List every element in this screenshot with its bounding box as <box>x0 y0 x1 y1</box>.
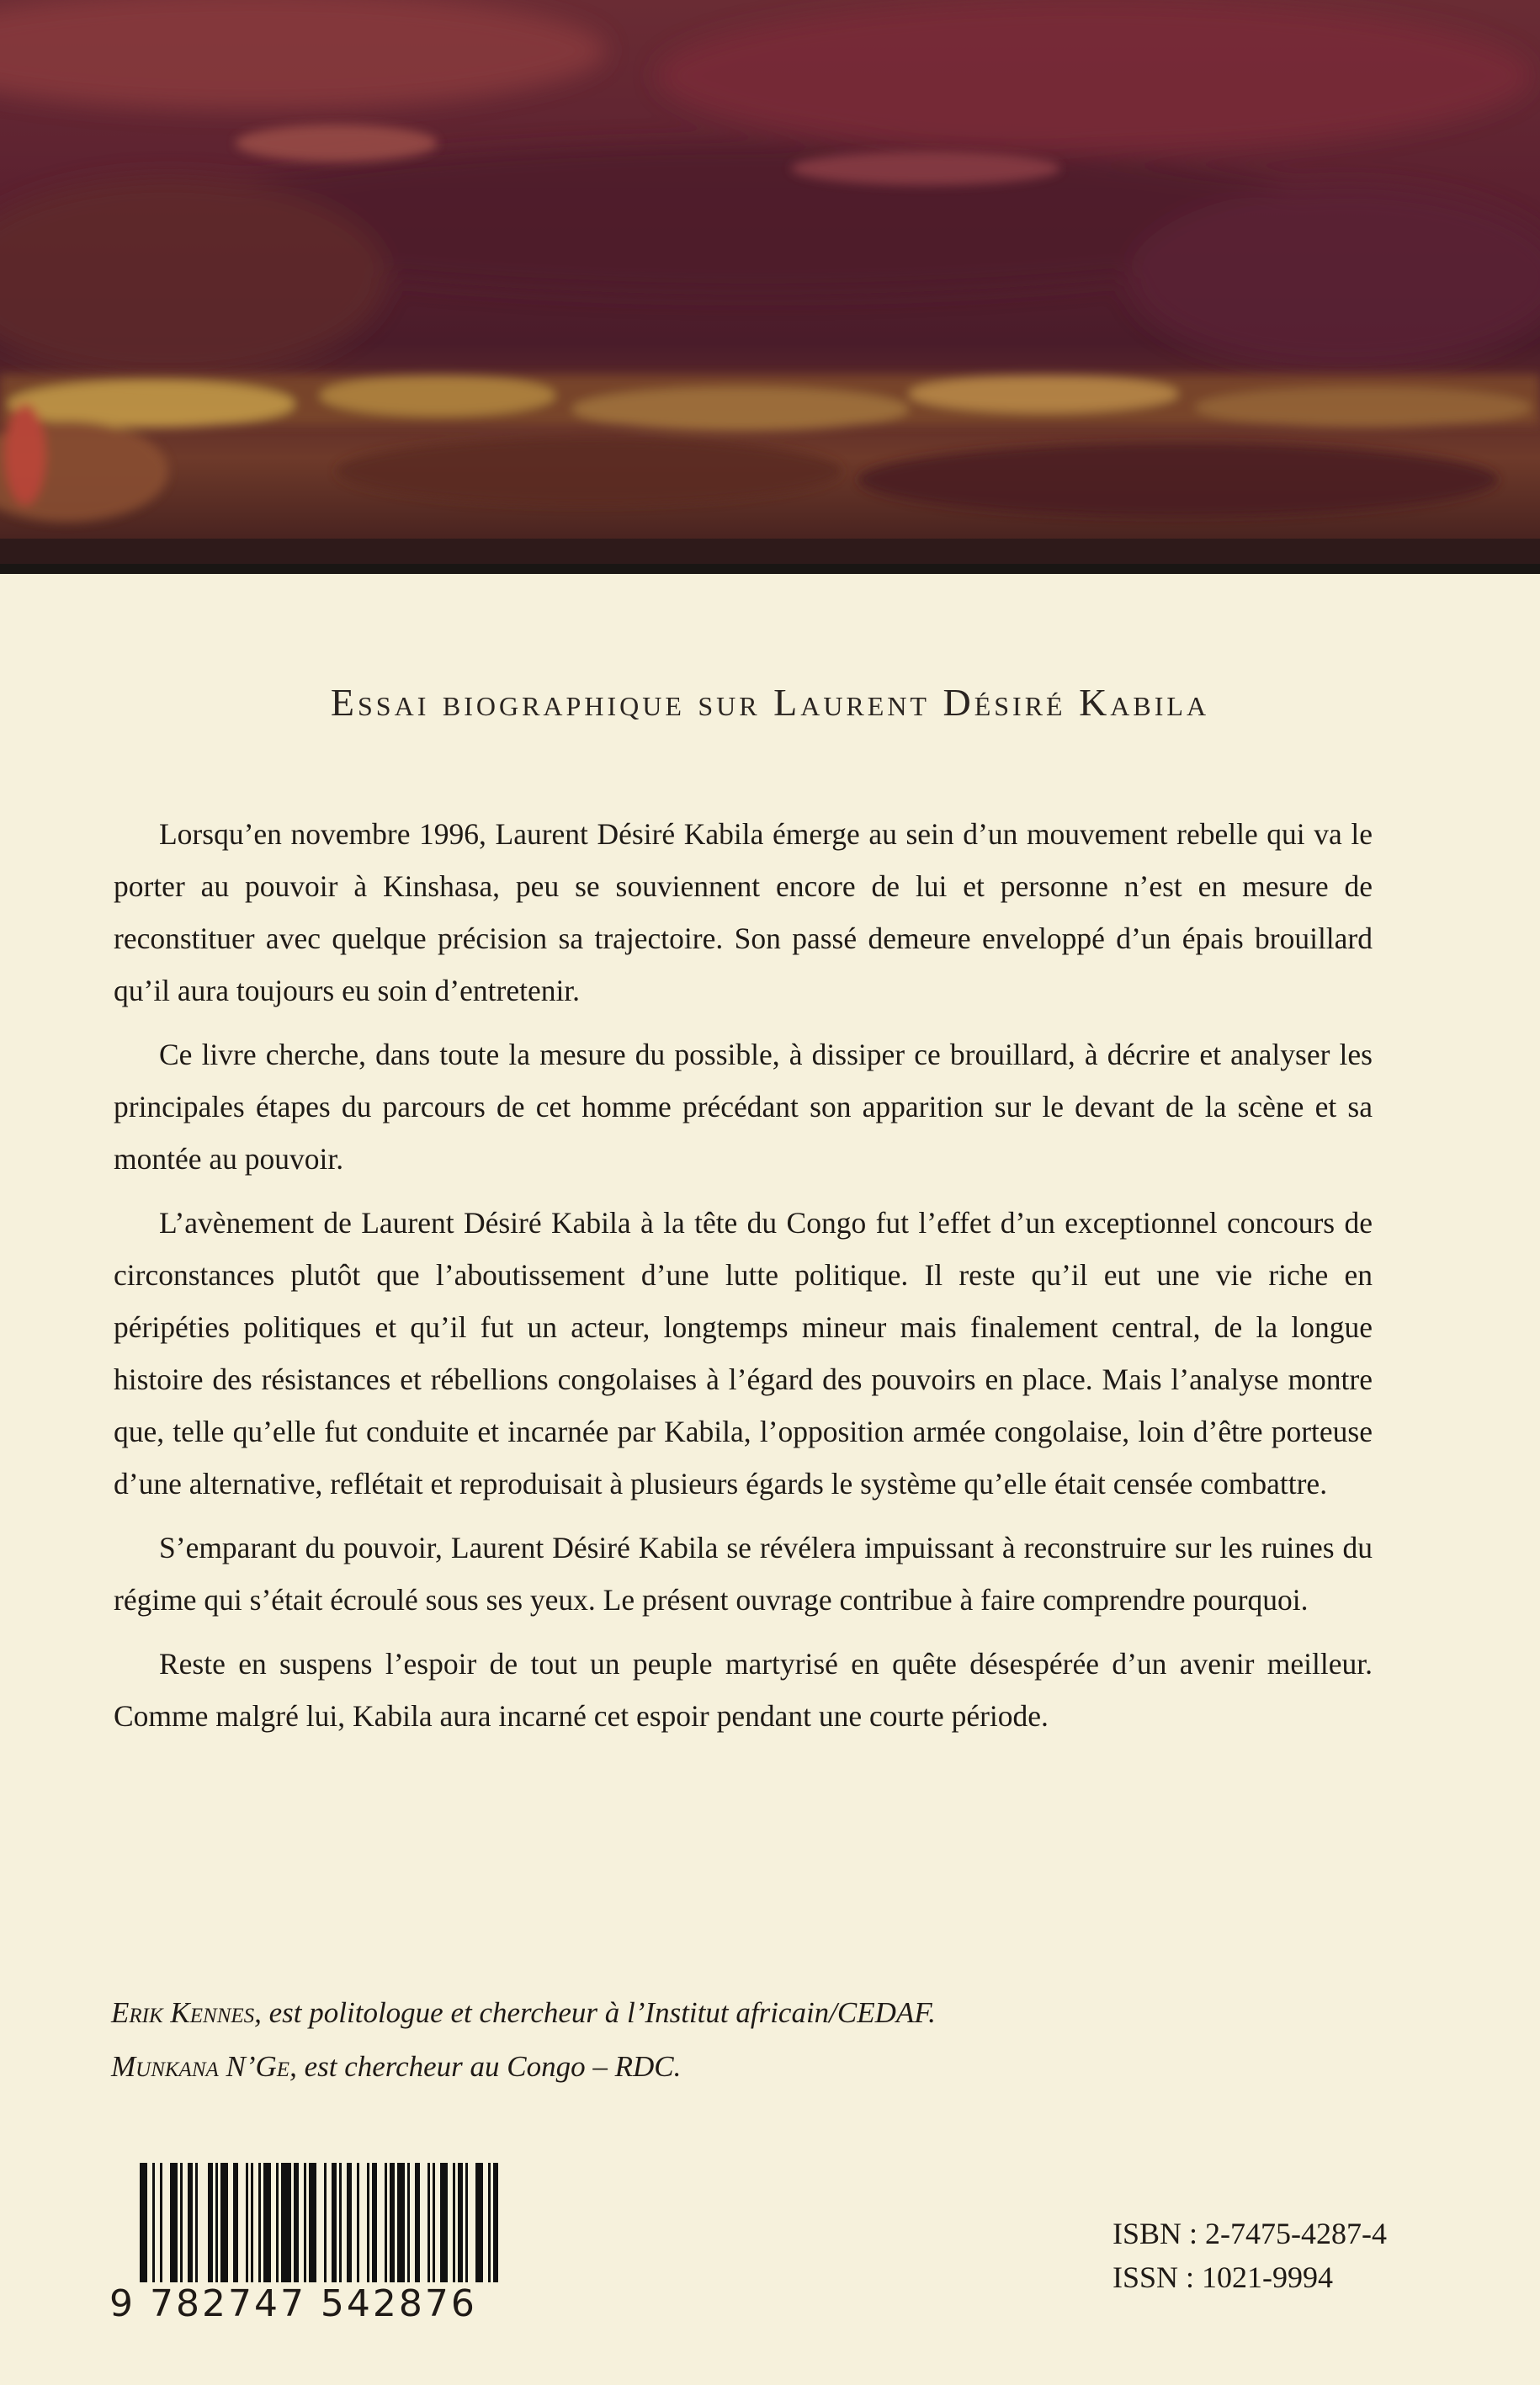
barcode-number: 9 782747 542876 <box>109 2282 513 2325</box>
page-title: Essai biographique sur Laurent Désiré Kabila <box>330 681 1210 724</box>
abstract-painting-image <box>0 0 1540 572</box>
paragraph: S’emparant du pouvoir, Laurent Désiré Kabila se révélera impuissant à reconstruire sur les ruines du régime qui s’était écroulé sous ses yeux. Le présent ouvrage contribue à faire comprendre pourquoi. <box>114 1531 1373 1617</box>
paragraph: Lorsqu’en novembre 1996, Laurent Désiré Kabila émerge au sein d’un mouvement rebelle qui va le porter au pouvoir à Kinshasa, peu se souviennent encore de lui et personne n’est en mesure de reconstituer avec quelque précision sa trajectoire. Son passé demeure enveloppé d’un épais brouillard qu’il aura toujours eu soin d’entretenir. <box>114 817 1373 1007</box>
issn-number: ISSN : 1021-9994 <box>1113 2260 1334 2294</box>
author-notes <box>111 1986 1458 2094</box>
author-line <box>111 2040 1458 2094</box>
isbn-block <box>1113 2212 1449 2299</box>
author-line <box>111 1986 1458 2040</box>
blurb-text <box>114 808 1373 1754</box>
author-description: , est politologue et chercheur à l’Institut africain/CEDAF. <box>254 1996 936 2029</box>
author-description: , est chercheur au Congo – RDC. <box>289 2050 682 2083</box>
divider-rule <box>0 564 1540 574</box>
author-name: Munkana N’Ge <box>111 2050 290 2083</box>
isbn-number: ISBN : 2-7475-4287-4 <box>1113 2217 1387 2250</box>
cover-painting <box>0 0 1540 572</box>
paragraph: Ce livre cherche, dans toute la mesure du possible, à dissiper ce brouillard, à décrire et analyser les principales étapes du parcours de cet homme précédant son apparition sur le devant de la scène et sa montée au pouvoir. <box>114 1038 1373 1176</box>
paragraph: L’avènement de Laurent Désiré Kabila à la tête du Congo fut l’effet d’un exceptionnel concours de circonstances plutôt que l’aboutissement d’une lutte politique. Il reste qu’il eut une vie riche en péripéties politiques et qu’il fut un acteur, longtemps mineur mais finalement central, de la longue histoire des résistances et rébellions congolaises à l’égard des pouvoirs en place. Mais l’analyse montre que, telle qu’elle fut conduite et incarnée par Kabila, l’opposition armée congolaise, loin d’être porteuse d’une alternative, reflétait et reproduisait à plusieurs égards le système qu’elle était censée combattre. <box>114 1206 1373 1501</box>
author-name: Erik Kennes <box>111 1996 255 2029</box>
paragraph: Reste en suspens l’espoir de tout un peuple martyrisé en quête désespérée d’un avenir meilleur. Comme malgré lui, Kabila aura incarné cet espoir pendant une courte période. <box>114 1647 1373 1733</box>
